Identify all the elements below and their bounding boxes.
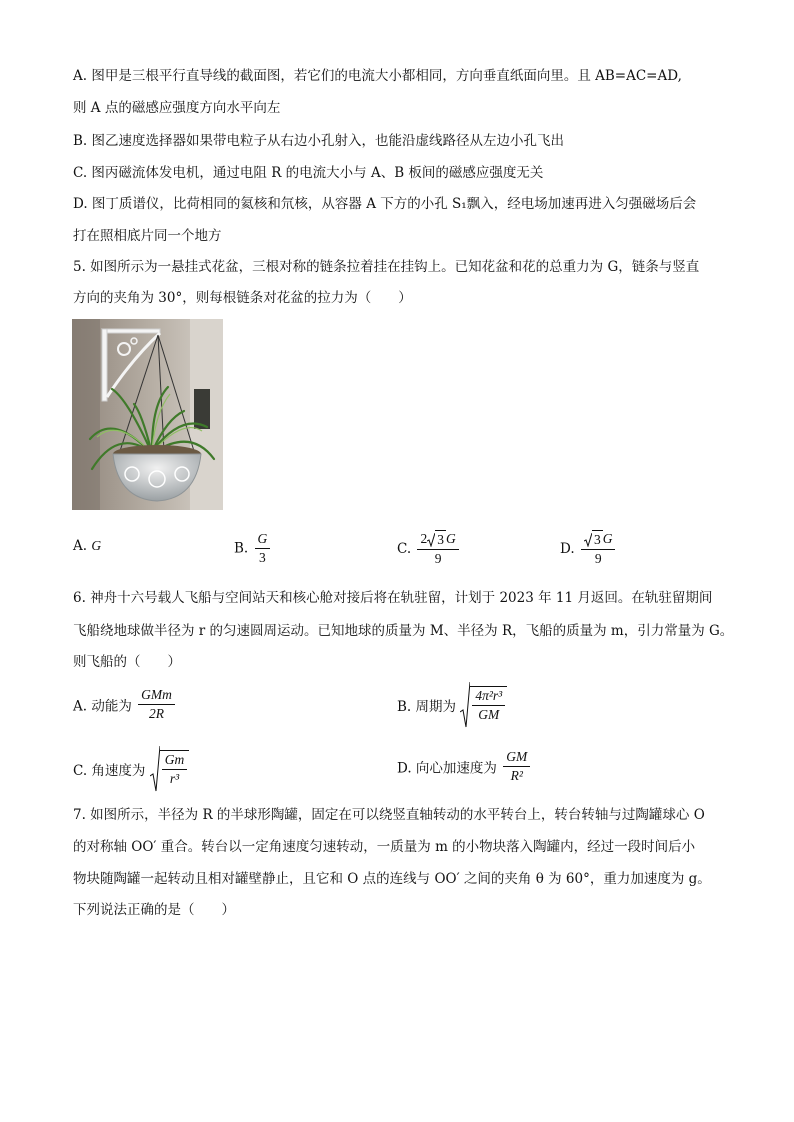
- q5-option-c-coefficient: 2: [420, 531, 428, 546]
- option-b-line: B. 图乙速度选择器如果带电粒子从右边小孔射入，也能沿虚线路径从左边小孔飞出: [73, 133, 565, 149]
- question-6-line-2: 飞船绕地球做半径为 r 的匀速圆周运动。已知地球的质量为 M、半径为 R，飞船的质量为 m，引力常量为 G。: [73, 623, 734, 639]
- q6-option-d-denominator: R²: [510, 768, 523, 783]
- question-6-line-3: 则飞船的（ ）: [73, 654, 181, 670]
- q5-option-b-numerator: G: [255, 530, 271, 549]
- q5-option-d-numerator: [581, 530, 616, 550]
- q6-option-d-numerator: GM: [503, 748, 530, 767]
- q6-option-a-denominator: 2R: [149, 706, 165, 721]
- hanging-flower-pot-photo: [72, 319, 223, 510]
- q5-option-a-value: G: [91, 538, 102, 553]
- q6-option-d-label: D. 向心加速度为: [397, 760, 497, 777]
- q6-option-c-fraction: [160, 750, 190, 788]
- q5-option-a[interactable]: [73, 538, 101, 554]
- question-7-line-3: 物块随陶罐一起转动且相对罐壁静止，且它和 O 点的连线与 OO′ 之间的夹角 θ 为 60°，重力加速度为 g。: [73, 871, 711, 887]
- option-c-line: C. 图丙磁流体发电机，通过电阻 R 的电流大小与 A、B 板间的磁感应强度无关: [73, 165, 544, 181]
- q5-option-d[interactable]: [560, 530, 617, 568]
- q5-option-d-sqrt: [584, 530, 603, 549]
- q6-option-a-numerator: GMm: [138, 686, 175, 705]
- question-6-line-1: 6. 神舟十六号载人飞船与空间站天和核心舱对接后将在轨驻留，计划于 2023 年 11 月返回。在轨驻留期间: [73, 590, 713, 606]
- q5-option-c-denominator: 9: [434, 551, 442, 567]
- q5-option-d-denominator: 9: [594, 551, 602, 567]
- question-5-line-1: 5. 如图所示为一悬挂式花盆，三根对称的链条拉着挂在挂钩上。已知花盆和花的总重力为 G，链条与竖直: [73, 259, 700, 275]
- option-a-line-1: A. 图甲是三根平行直导线的截面图，若它们的电流大小都相同，方向垂直纸面向里。且 AB=AC=AD,: [73, 68, 682, 84]
- q6-option-b[interactable]: [397, 682, 507, 728]
- q5-option-d-variable: G: [602, 531, 613, 546]
- q5-option-c-label: C.: [397, 541, 412, 558]
- q5-option-a-label: A.: [73, 538, 88, 554]
- option-d-line-1: D. 图丁质谱仪，比荷相同的氦核和氘核，从容器 A 下方的小孔 S₁飘入，经电场加速再进入匀强磁场后会: [73, 196, 697, 212]
- question-7-line-4: 下列说法正确的是（ ）: [73, 902, 235, 918]
- option-a-line-2: 则 A 点的磁感应强度方向水平向左: [73, 100, 281, 116]
- q6-option-c-sqrt: [150, 746, 190, 792]
- q5-option-c-sqrt: [427, 530, 446, 549]
- q5-option-c[interactable]: [397, 530, 461, 568]
- q6-option-c[interactable]: [73, 746, 189, 792]
- q5-option-c-numerator: [417, 530, 458, 550]
- q5-option-d-fraction: [581, 530, 616, 568]
- q6-option-c-denominator: r³: [169, 771, 180, 786]
- q6-option-b-sqrt: [460, 682, 507, 728]
- q6-option-b-numerator: 4π²r³: [472, 687, 505, 706]
- q6-option-d-fraction: [503, 748, 530, 785]
- question-5-line-2: 方向的夹角为 30°，则每根链条对花盆的拉力为（ ）: [73, 290, 412, 306]
- q5-option-b[interactable]: [234, 530, 272, 567]
- q6-option-a-label: A. 动能为: [73, 698, 132, 715]
- q6-option-a-fraction: [138, 686, 175, 723]
- q5-option-b-label: B.: [234, 540, 249, 557]
- q6-option-c-numerator: Gm: [162, 751, 188, 770]
- q6-option-b-fraction: [470, 686, 507, 724]
- option-d-line-2: 打在照相底片同一个地方: [73, 228, 222, 244]
- q6-option-c-label: C. 角速度为: [73, 763, 146, 779]
- q5-option-c-variable: G: [445, 531, 456, 546]
- q5-option-d-label: D.: [560, 541, 575, 558]
- q6-option-b-denominator: GM: [478, 707, 500, 722]
- q5-option-d-radicand: 3: [593, 532, 601, 548]
- q5-option-b-denominator: 3: [259, 550, 266, 565]
- question-7-line-2: 的对称轴 OO′ 重合。转台以一定角速度匀速转动，一质量为 m 的小物块落入陶罐内，经过一段时间后小: [73, 839, 696, 855]
- question-7-line-1: 7. 如图所示，半径为 R 的半球形陶罐，固定在可以绕竖直轴转动的水平转台上，转台转轴与过陶罐球心 O: [73, 807, 705, 823]
- q6-option-a[interactable]: [73, 686, 177, 723]
- q6-option-b-label: B. 周期为: [397, 699, 457, 715]
- q5-option-c-radicand: 3: [437, 532, 444, 548]
- q6-option-d[interactable]: [397, 748, 532, 785]
- q5-option-b-fraction: [255, 530, 271, 567]
- q5-option-c-fraction: [417, 530, 458, 568]
